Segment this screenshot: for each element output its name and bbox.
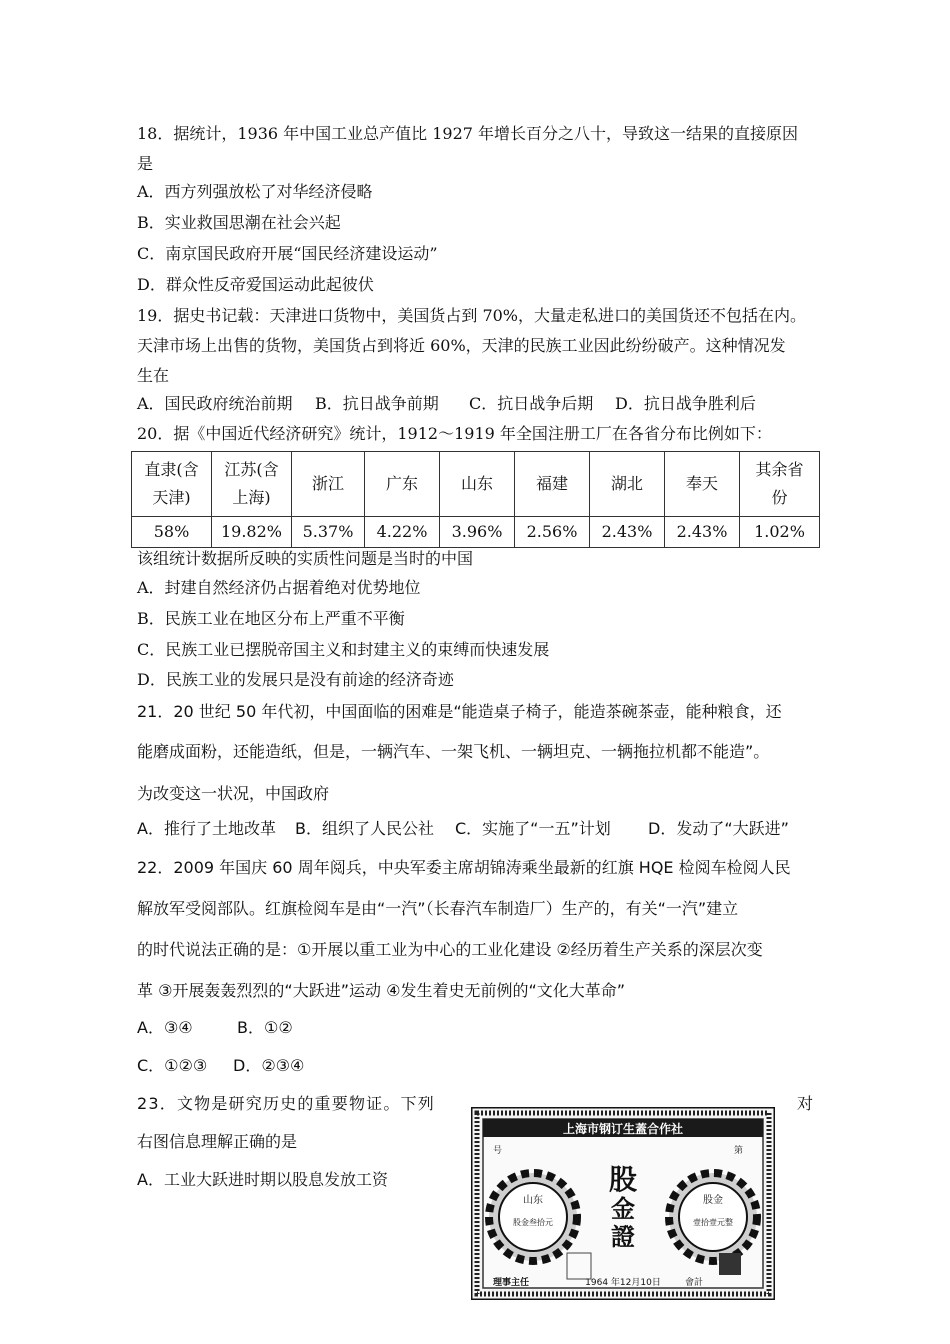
svg-text:證: 證 [611,1222,635,1251]
table-header-cell: 江苏(含 上海) [212,452,292,517]
q21-options [137,817,789,841]
q22-option-c: C．①②③ [137,1056,208,1075]
table-header-cell: 山东 [440,452,515,517]
q22-option-a: A．③④ [137,1018,193,1037]
cert-right-gear-seal [669,1173,757,1261]
table-value-row [132,517,820,548]
q18-option-b: B．实业救国思潮在社会兴起 [137,213,341,232]
table-header-cell: 湖北 [590,452,665,517]
q21-option-b: B．组织了人民公社 [295,819,434,838]
q23-stem-right: 对 [797,1094,814,1113]
cert-date: 1964 年12月10日 [585,1278,661,1288]
q18-option-a: A．西方列强放松了对华经济侵略 [137,182,373,201]
cert-left-number-label: 号 [493,1146,503,1156]
table-header-cell: 浙江 [292,452,365,517]
table-cell: 2.56% [515,517,590,548]
table-cell: 3.96% [440,517,515,548]
q21-stem-line2: 能磨成面粉，还能造纸，但是，一辆汽车、一架飞机、一辆坦克、一辆拖拉机都不能造”。 [137,742,770,761]
cert-right-number-label: 第 [733,1146,743,1156]
q23-stem-line1: 23．文物是研究历史的重要物证。下列 [137,1094,435,1113]
table-cell: 2.43% [590,517,665,548]
svg-text:股: 股 [608,1163,638,1196]
q19-option-d: D．抗日战争胜利后 [615,394,756,413]
cert-title [609,1163,637,1251]
svg-text:股金叁拾元: 股金叁拾元 [513,1218,553,1227]
q20-option-d: D．民族工业的发展只是没有前途的经济奇迹 [137,670,454,689]
q21-stem-line1: 21．20 世纪 50 年代初，中国面临的困难是“能造桌子椅子，能造茶碗茶壶，能种粮食，还 [137,702,782,721]
q22-stem-line2: 解放军受阅部队。红旗检阅车是由“一汽”（长春汽车制造厂）生产的，有关“一汽”建立 [137,899,739,918]
q22-stem-line3: 的时代说法正确的是：①开展以重工业为中心的工业化建设 ②经历着生产关系的深层次变 [137,940,763,959]
q22-stem-line1: 22．2009 年国庆 60 周年阅兵，中央军委主席胡锦涛乘坐最新的红旗 HQE 检阅车检阅人民 [137,858,791,877]
q21-option-d: D．发动了“大跃进” [648,819,789,838]
q22-options-row2 [137,1054,304,1078]
svg-text:壹拾壹元整: 壹拾壹元整 [693,1218,733,1227]
svg-text:山东: 山东 [523,1195,543,1206]
table-header-cell: 奉天 [665,452,740,517]
q20-option-a: A．封建自然经济仍占据着绝对优势地位 [137,578,421,597]
q19-option-a: A．国民政府统治前期 [137,394,293,413]
table-header-cell: 直隶(含 天津) [132,452,212,517]
table-header-cell: 福建 [515,452,590,517]
q18-option-d: D．群众性反帝爱国运动此起彼伏 [137,275,374,294]
q21-option-a: A．推行了土地改革 [137,819,276,838]
q21-stem-line3: 为改变这一状况，中国政府 [137,784,330,803]
cert-accountant-label: 會計 [685,1278,704,1288]
cert-director-label: 理事主任 [493,1278,530,1288]
q19-stem-line2: 天津市场上出售的货物，美国货占到将近 60%，天津的民族工业因此纷纷破产。这种情况发 [137,336,786,355]
q23-stem-line2: 右图信息理解正确的是 [137,1132,298,1151]
q22-options-row1 [137,1016,293,1040]
q19-stem-line3: 生在 [137,366,170,385]
table-cell: 4.22% [365,517,440,548]
svg-text:金: 金 [611,1194,635,1223]
table-cell: 58% [132,517,212,548]
cert-seal-square [719,1253,741,1275]
q21-option-c: C．实施了“一五”计划 [455,819,611,838]
q18-option-c: C．南京国民政府开展“国民经济建设运动” [137,244,438,263]
share-certificate-image [471,1107,775,1300]
q22-option-b: B．①② [237,1018,293,1037]
q19-option-c: C．抗日战争后期 [469,394,594,413]
table-cell: 5.37% [292,517,365,548]
q22-stem-line4: 革 ③开展轰轰烈烈的“大跃进”运动 ④发生着史无前例的“文化大革命” [137,981,626,1000]
q19-option-b: B．抗日战争前期 [315,394,439,413]
q19-options [137,392,756,416]
q20-after-table: 该组统计数据所反映的实质性问题是当时的中国 [137,549,474,568]
q18-stem-line2: 是 [137,154,154,173]
q22-option-d: D．②③④ [233,1056,305,1075]
table-cell: 19.82% [212,517,292,548]
cert-org-name: 上海市钢订生蓋合作社 [562,1122,684,1136]
table-header-cell: 其余省 份 [740,452,820,517]
q19-stem-line1: 19．据史书记载：天津进口货物中，美国货占到 70%，大量走私进口的美国货还不包括在内。 [137,306,807,325]
q20-stem: 20．据《中国近代经济研究》统计，1912～1919 年全国注册工厂在各省分布比例如下： [137,424,772,443]
table-cell: 2.43% [665,517,740,548]
cert-left-gear-seal [489,1173,577,1261]
svg-text:股金: 股金 [703,1195,723,1206]
q23-option-a: A．工业大跃进时期以股息发放工资 [137,1170,388,1189]
table-cell: 1.02% [740,517,820,548]
table-header-cell: 广东 [365,452,440,517]
table-header-row [132,452,820,517]
q20-option-b: B．民族工业在地区分布上严重不平衡 [137,609,405,628]
q20-option-c: C．民族工业已摆脱帝国主义和封建主义的束缚而快速发展 [137,640,550,659]
factory-distribution-table [131,451,820,548]
q18-stem-line1: 18．据统计，1936 年中国工业总产值比 1927 年增长百分之八十，导致这一结果的直接原因 [137,124,799,143]
